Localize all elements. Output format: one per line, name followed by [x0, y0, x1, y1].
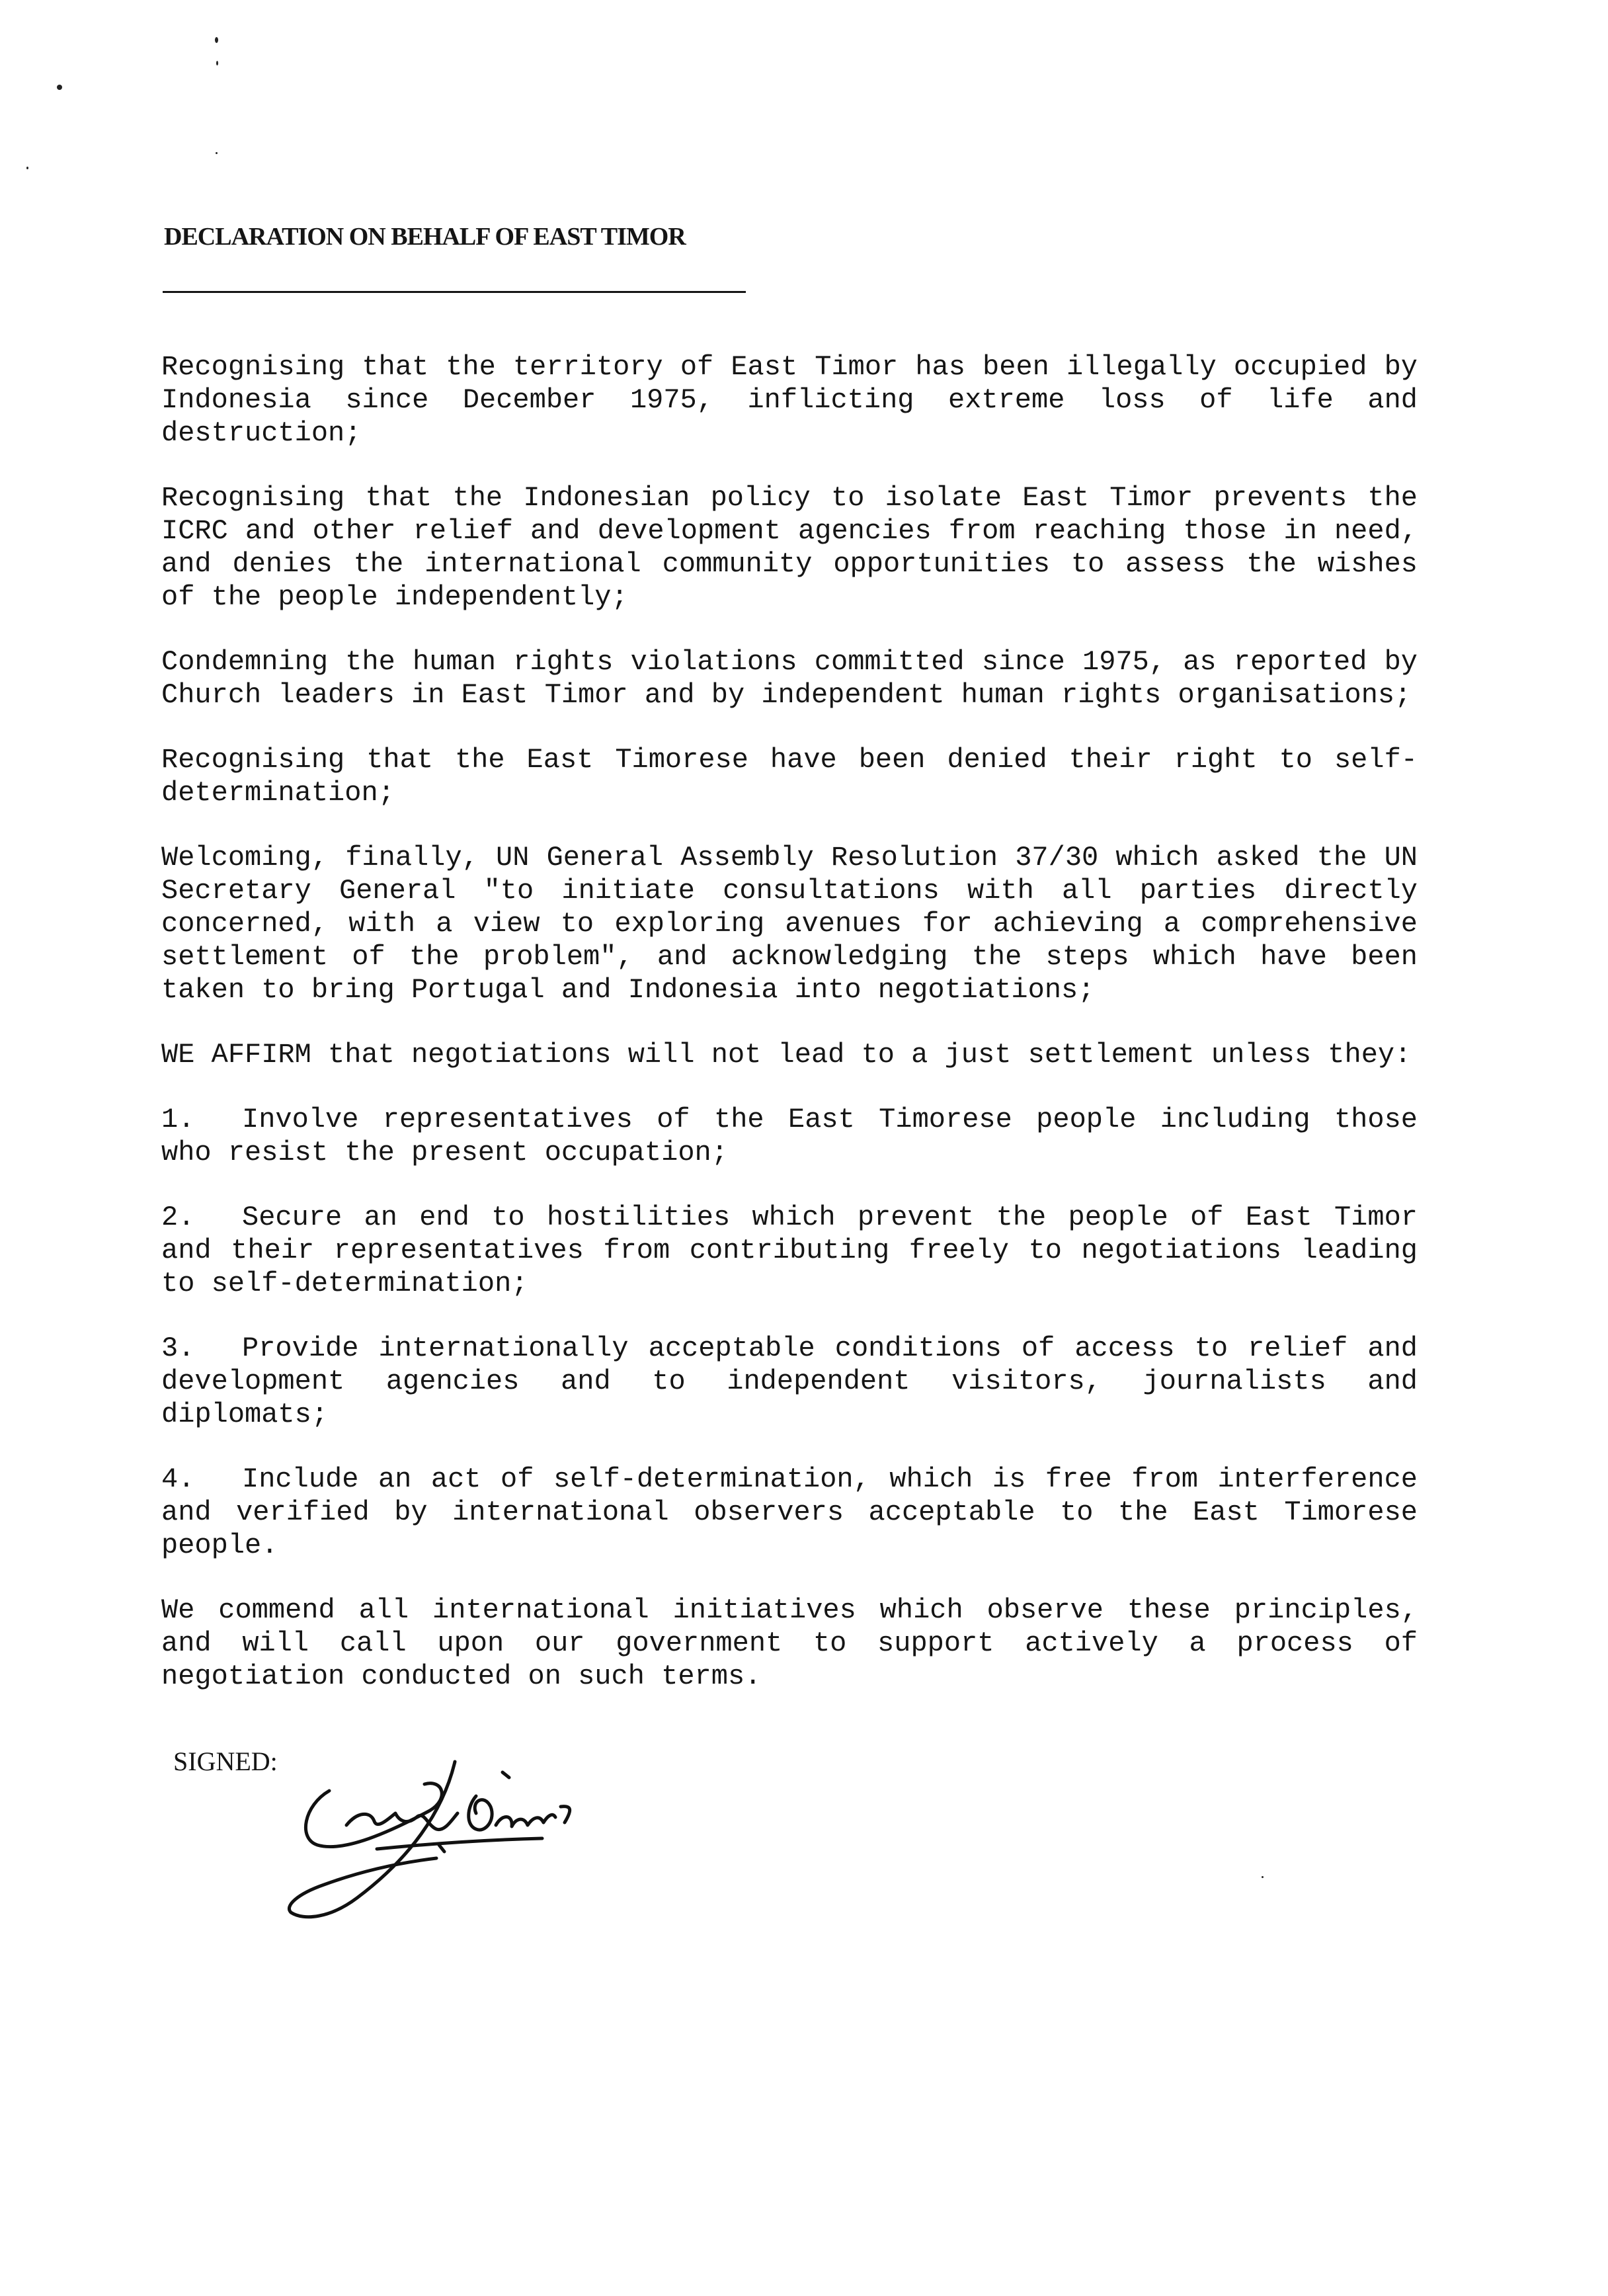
document-title: DECLARATION ON BEHALF OF EAST TIMOR — [164, 223, 686, 251]
paragraph-human-rights: Condemning the human rights violations committed since 1975, as reported by Church leaders in East Timor and by independent human rights organisations; — [161, 646, 1418, 711]
paragraph-affirmation: WE AFFIRM that negotiations will not lead to a just settlement unless they: — [161, 1039, 1412, 1071]
list-item-number: 3. — [161, 1332, 195, 1364]
scan-speck — [216, 61, 218, 65]
scan-speck — [1262, 1876, 1264, 1878]
signed-label: SIGNED: — [173, 1746, 278, 1776]
list-item-number: 1. — [161, 1104, 195, 1135]
paragraph-self-determination: Recognising that the East Timorese have been denied their right to self-determination; — [161, 744, 1418, 809]
list-item-text: Involve representatives of the East Timorese people including those who resist the present occupation; — [161, 1104, 1418, 1168]
title-underline — [163, 291, 746, 293]
list-item — [161, 1463, 1418, 1562]
scan-speck — [216, 152, 218, 154]
paragraph-isolation: Recognising that the Indonesian policy to isolate East Timor prevents the ICRC and other relief and development agencies from reaching those in need, and denies the international community opportunities to assess the wishes of the people independently; — [161, 482, 1418, 613]
list-item-text: Secure an end to hostilities which prevent the people of East Timor and their representatives from contributing freely to negotiations leading to self-determination; — [161, 1202, 1418, 1299]
list-item-number: 4. — [161, 1463, 195, 1495]
paragraph-occupation: Recognising that the territory of East Timor has been illegally occupied by Indonesia since December 1975, inflicting extreme loss of life and destruction; — [161, 351, 1418, 449]
scan-speck — [26, 167, 28, 169]
scan-speck — [215, 37, 218, 43]
list-item-text: Provide internationally acceptable conditions of access to relief and development agencies and to independent visitors, journalists and diplomats; — [161, 1332, 1418, 1430]
document-body — [161, 350, 1418, 1725]
list-item-number: 2. — [161, 1202, 195, 1233]
list-item — [161, 1201, 1418, 1300]
scan-speck — [57, 85, 62, 90]
handwritten-signature — [278, 1733, 582, 1924]
list-item — [161, 1332, 1418, 1431]
paragraph-un-resolution: Welcoming, finally, UN General Assembly Resolution 37/30 which asked the UN Secretary General "to initiate consultations with all parties directly concerned, with a view to exploring avenues for achieving a comprehensive settlement of the problem", and acknowledging the steps which have been taken to bring Portugal and Indonesia into negotiations; — [161, 842, 1418, 1006]
list-item — [161, 1103, 1418, 1169]
paragraph-closing: We commend all international initiatives which observe these principles, and will call upon our government to support actively a process of negotiation conducted on such terms. — [161, 1594, 1418, 1692]
list-item-text: Include an act of self-determination, which is free from interference and verified by international observers acceptable to the East Timorese people. — [161, 1463, 1418, 1561]
